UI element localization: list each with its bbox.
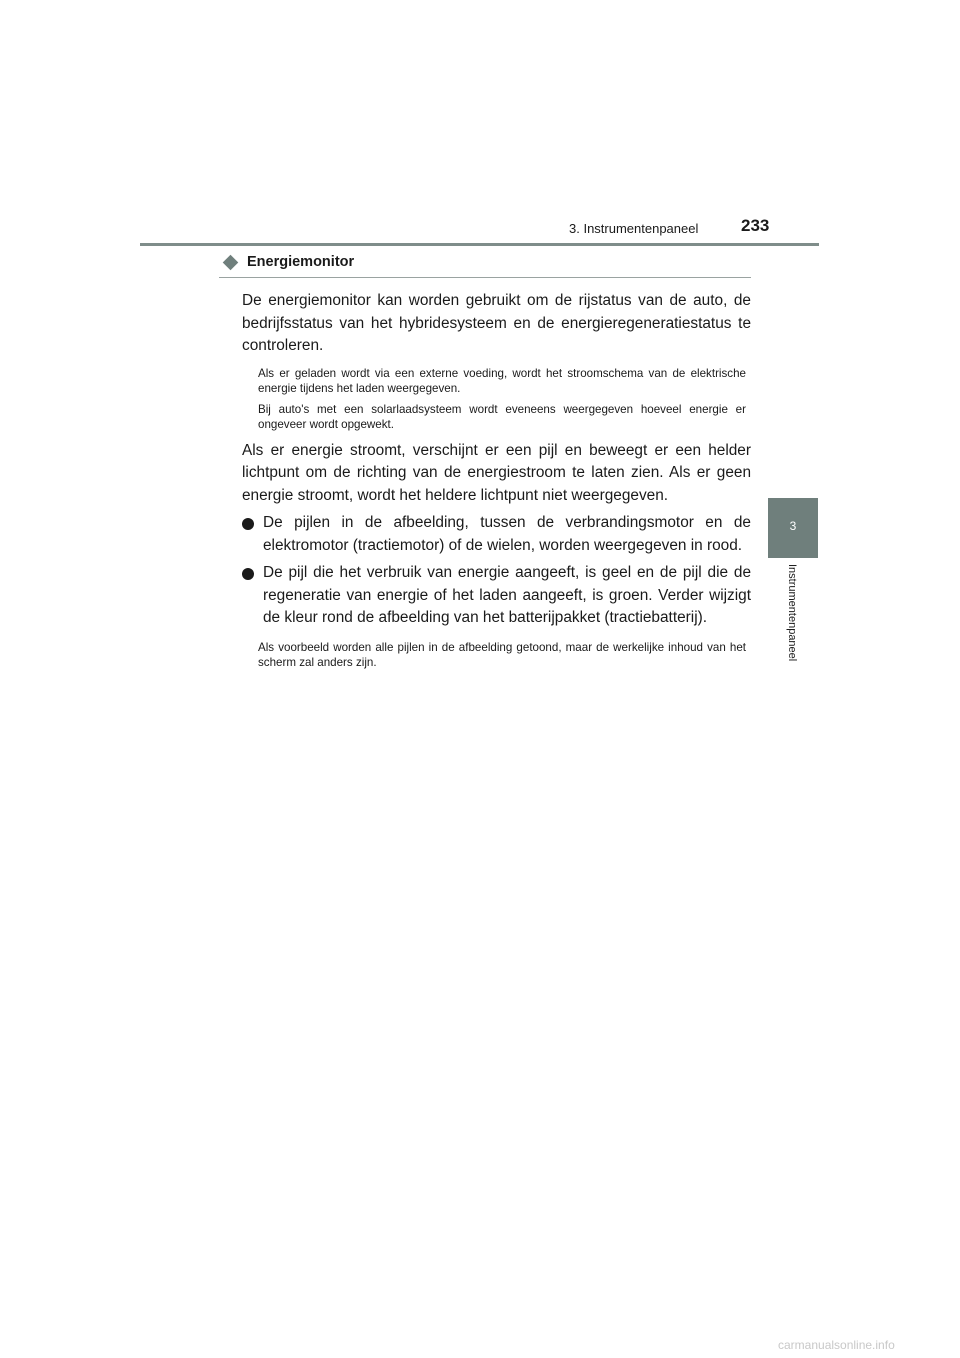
bullet-item [242, 562, 751, 630]
bullet-icon [242, 518, 254, 530]
section-heading-text: Energiemonitor [247, 254, 355, 270]
chapter-tab [768, 558, 818, 696]
note: Als er geladen wordt via een externe voeding, wordt het stroomschema van de elektrische energie tijdens het laden weergegeven. [258, 366, 746, 395]
section-heading [219, 250, 751, 278]
note: Bij auto's met een solarlaadsysteem wordt eveneens weergegeven hoeveel energie er ongeveer wordt opgewekt. [258, 402, 746, 431]
watermark: carmanualsonline.info [778, 1338, 895, 1352]
header-divider [140, 243, 819, 246]
chapter-title: 3. Instrumentenpaneel [569, 221, 699, 236]
bullet-text: De pijl die het verbruik van energie aangeeft, is geel en de pijl die de regeneratie van energie of het laden aangeeft, is groen. Verder wijzigt de kleur rond de afbeelding van het batterijpakket (tractiebatterij). [263, 564, 751, 626]
page-content [219, 250, 751, 670]
bullet-icon [242, 568, 254, 580]
bullet-item [242, 512, 751, 557]
chapter-tab-number: 3 [768, 498, 818, 558]
bullet-text: De pijlen in de afbeelding, tussen de verbrandingsmotor en de elektromotor (tractiemotor) of de wielen, worden weergegeven in rood. [263, 514, 751, 554]
page-number: 233 [741, 216, 770, 235]
note: Als voorbeeld worden alle pijlen in de afbeelding getoond, maar de werkelijke inhoud van het scherm zal anders zijn. [258, 640, 746, 669]
chapter-tab-label: Instrumentenpaneel [786, 564, 798, 662]
intro-paragraph: De energiemonitor kan worden gebruikt om de rijstatus van de auto, de bedrijfsstatus van het hybridesysteem en de energieregeneratiestatus te controleren. [242, 292, 751, 354]
diamond-icon [223, 254, 239, 270]
flow-paragraph: Als er energie stroomt, verschijnt er een pijl en beweegt er een helder lichtpunt om de richting van de energiestroom te laten zien. Als er geen energie stroomt, wordt het heldere lichtpunt niet weergegeven. [242, 441, 751, 504]
